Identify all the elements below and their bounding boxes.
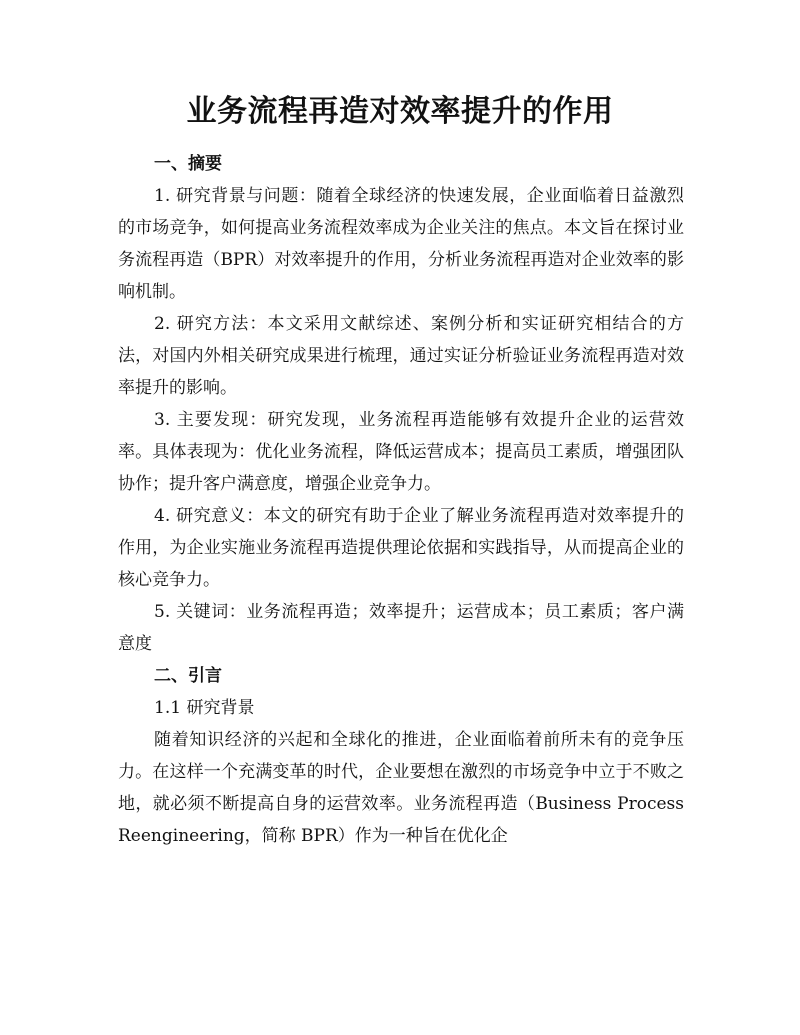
document-body: [118, 148, 684, 852]
abstract-paragraph-significance: 4. 研究意义：本文的研究有助于企业了解业务流程再造对效率提升的作用，为企业实施业务流程再造提供理论依据和实践指导，从而提高企业的核心竞争力。: [118, 506, 684, 590]
section-heading-introduction: 二、引言: [154, 666, 222, 686]
document-title: 业务流程再造对效率提升的作用: [186, 94, 614, 129]
subsection-heading-background: 1.1 研究背景: [154, 698, 255, 718]
abstract-paragraph-background: 1. 研究背景与问题：随着全球经济的快速发展，企业面临着日益激烈的市场竞争，如何提高业务流程效率成为企业关注的焦点。本文旨在探讨业务流程再造（BPR）对效率提升的作用，分析业务流程再造对企业效率的影响机制。: [118, 186, 684, 302]
abstract-paragraph-method: 2. 研究方法：本文采用文献综述、案例分析和实证研究相结合的方法，对国内外相关研究成果进行梳理，通过实证分析验证业务流程再造对效率提升的影响。: [118, 314, 684, 398]
introduction-paragraph: 随着知识经济的兴起和全球化的推进，企业面临着前所未有的竞争压力。在这样一个充满变革的时代，企业要想在激烈的市场竞争中立于不败之地，就必须不断提高自身的运营效率。业务流程再造（Business Process Reengineering，简称 BPR）作为一种旨在优化企: [118, 730, 684, 846]
abstract-paragraph-keywords: 5. 关键词：业务流程再造；效率提升；运营成本；员工素质；客户满意度: [118, 602, 684, 654]
section-heading-abstract: 一、摘要: [154, 154, 222, 174]
abstract-paragraph-findings: 3. 主要发现：研究发现，业务流程再造能够有效提升企业的运营效率。具体表现为：优化业务流程，降低运营成本；提高员工素质，增强团队协作；提升客户满意度，增强企业竞争力。: [118, 410, 684, 494]
